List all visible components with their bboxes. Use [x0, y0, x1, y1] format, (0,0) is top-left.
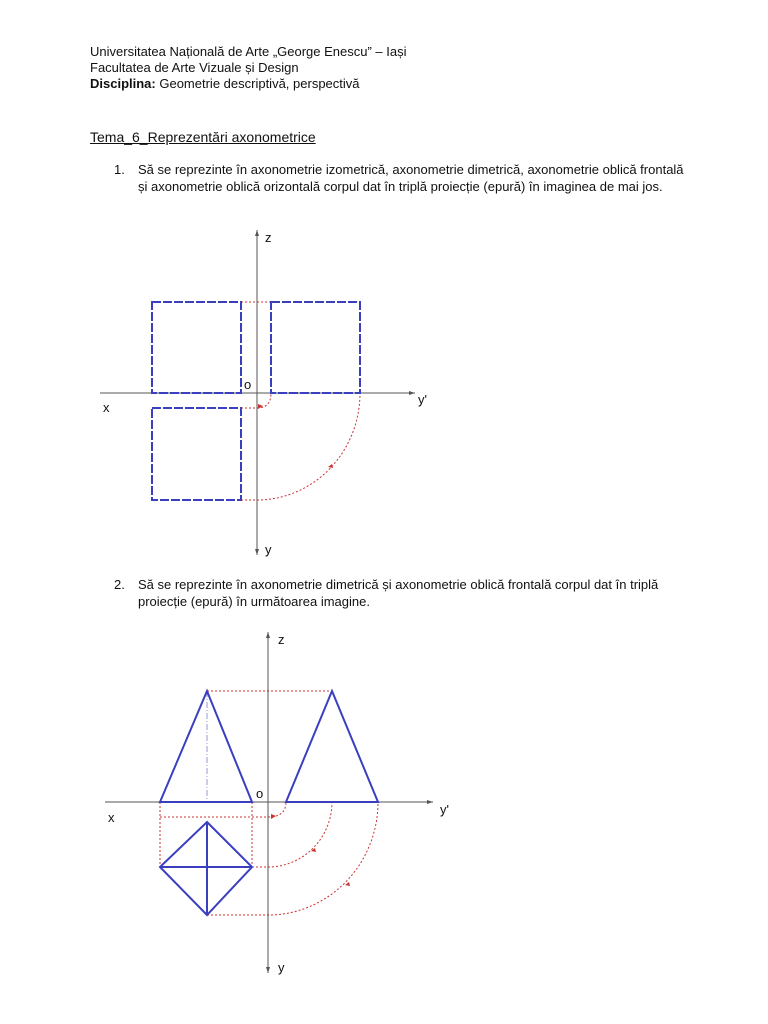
task-2-number: 2.: [114, 577, 125, 592]
figure-2-epure: [105, 632, 449, 975]
fig2-x-label: x: [108, 810, 115, 825]
fig1-yprime-label: y': [418, 392, 427, 407]
fig1-y-arrow: [255, 549, 259, 555]
fig1-side-view: [271, 302, 360, 393]
fig1-y-label: y: [265, 542, 272, 557]
discipline-value: Geometrie descriptivă, perspectivă: [155, 76, 360, 91]
fig2-z-label: z: [278, 632, 285, 647]
fig1-x-label: x: [103, 400, 110, 415]
fig2-side-view: [286, 691, 378, 802]
fig2-yprime-label: y': [440, 802, 449, 817]
fig2-arc-arrow-1: [271, 814, 276, 819]
fig1-top-view: [152, 408, 241, 500]
fig1-z-arrow: [255, 230, 259, 236]
task-2-text: Să se reprezinte în axonometrie dimetrică și axonometrie oblică frontală corpul dat în triplă proiecție (epură) în următoarea imagine.: [138, 577, 659, 609]
fig2-y-arrow: [266, 967, 270, 973]
fig2-yprime-arrow: [427, 800, 433, 804]
fig1-arc-arrow-2: [328, 464, 333, 468]
fig2-front-view: [160, 691, 252, 802]
task-1-number: 1.: [114, 162, 125, 177]
fig1-views: [152, 302, 360, 500]
faculty-name: Facultatea de Arte Vizuale și Design: [90, 60, 299, 75]
fig2-arc-arrow-3: [345, 882, 350, 886]
fig1-arc-arrow-1: [258, 404, 263, 409]
fig1-front-view: [152, 302, 241, 393]
fig1-yprime-arrow: [409, 391, 415, 395]
fig2-z-arrow: [266, 632, 270, 638]
fig2-origin-label: o: [256, 786, 264, 801]
fig1-construction-lines: [241, 302, 360, 500]
fig2-views: [160, 691, 378, 915]
university-name: Universitatea Națională de Arte „George Enescu” – Iași: [90, 44, 407, 59]
fig2-y-label: y: [278, 960, 285, 975]
discipline-label: Disciplina:: [90, 76, 156, 91]
task-1-text: Să se reprezinte în axonometrie izometrică, axonometrie dimetrică, axonometrie oblică frontală și axonometrie oblică orizontală corpul dat în triplă proiecție (epură) în imaginea de mai jos.: [138, 162, 684, 194]
assignment-title: Tema_6_Reprezentări axonometrice: [90, 129, 316, 145]
fig2-arc-arrow-2: [311, 848, 316, 852]
figure-1-epure: [100, 230, 427, 557]
fig1-origin-label: o: [244, 377, 252, 392]
fig1-z-label: z: [265, 230, 272, 245]
